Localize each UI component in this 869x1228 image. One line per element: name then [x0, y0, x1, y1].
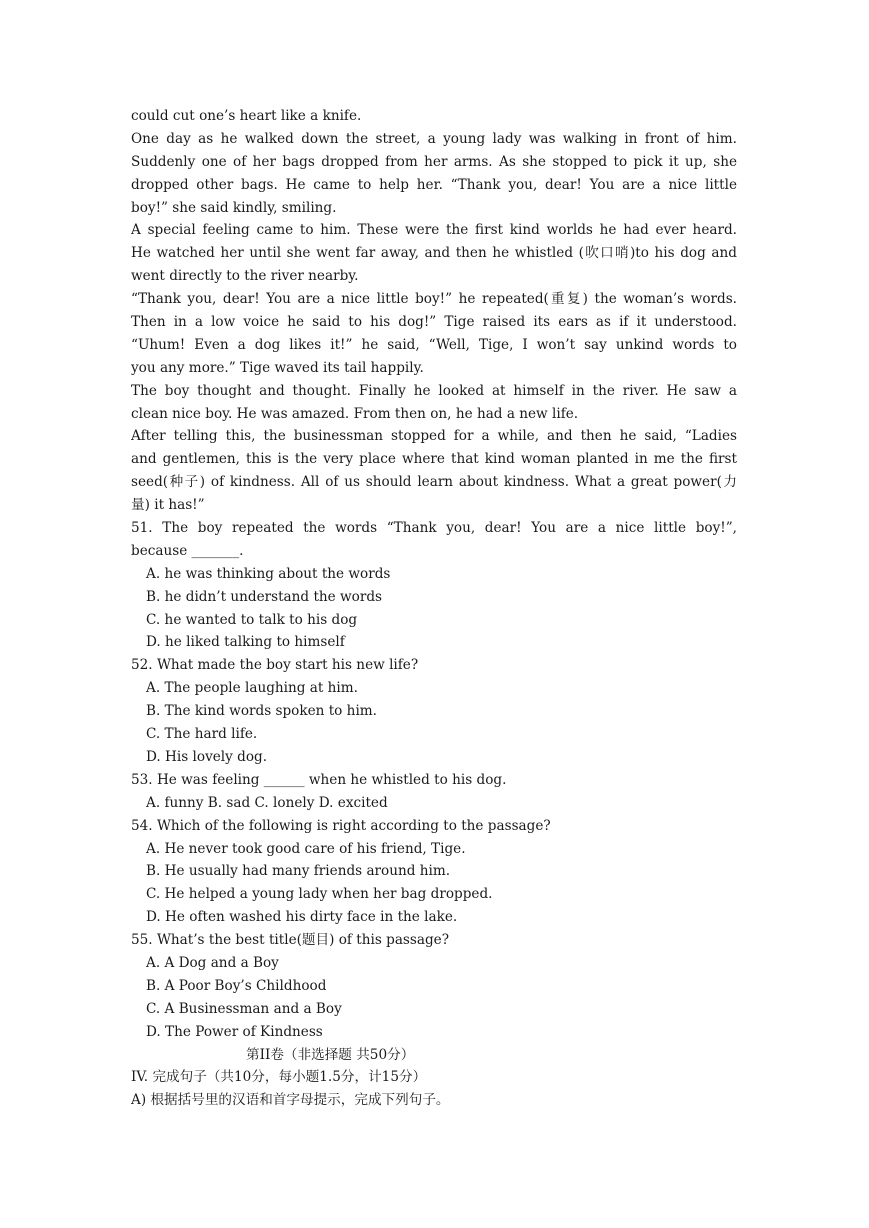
passage-line: seed(种子) of kindness. All of us should learn about kindness. What a great power(力 [131, 474, 737, 491]
answer-option: C. He helped a young lady when her bag dropped. [146, 886, 493, 903]
question-stem: 53. He was feeling ______ when he whistled to his dog. [131, 771, 507, 788]
question-stem: because _______. [131, 542, 244, 559]
answer-option: C. he wanted to talk to his dog [146, 611, 358, 628]
question [131, 929, 737, 1043]
question-stem: 55. What’s the best title(题目) of this passage? [131, 932, 450, 949]
passage-line: dropped other bags. He came to help her. “Thank you, dear! You are a nice little [131, 176, 737, 193]
passage-line: “Thank you, dear! You are a nice little boy!” he repeated(重复) the woman’s words. [131, 291, 737, 308]
passage-line: could cut one’s heart like a knife. [131, 108, 362, 124]
passage-line: went directly to the river nearby. [131, 268, 359, 285]
passage-line: “Uhum! Even a dog likes it!” he said, “Well, Tige, I won’t say unkind words to [131, 336, 737, 353]
answer-option: C. The hard life. [146, 726, 258, 743]
passage-line: you any more.” Tige waved its tail happily. [131, 359, 424, 376]
answer-option: B. A Poor Boy’s Childhood [146, 977, 327, 994]
answer-option: A. The people laughing at him. [146, 680, 358, 697]
passage-line: clean nice boy. He was amazed. From then on, he had a new life. [131, 405, 579, 422]
part-a-instruction: A) 根据括号里的汉语和首字母提示，完成下列句子。 [131, 1092, 450, 1109]
question [131, 654, 737, 768]
answer-option: B. he didn’t understand the words [146, 588, 383, 605]
answer-option: A. A Dog and a Boy [146, 954, 279, 971]
question-list [131, 517, 737, 1043]
passage-line: The boy thought and thought. Finally he looked at himself in the river. He saw a [131, 382, 737, 399]
answer-option: A. he was thinking about the words [146, 565, 391, 582]
answer-option: D. he liked talking to himself [146, 634, 345, 651]
question [131, 517, 737, 654]
question-stem: 54. Which of the following is right according to the passage? [131, 817, 551, 834]
passage-line: One day as he walked down the street, a young lady was walking in front of him. [131, 130, 737, 147]
answer-option: A. He never took good care of his friend, Tige. [146, 840, 466, 857]
answer-option: D. His lovely dog. [146, 748, 268, 765]
passage-line: Suddenly one of her bags dropped from her arms. As she stopped to pick it up, she [131, 153, 737, 170]
reading-passage [131, 105, 737, 517]
passage-line: After telling this, the businessman stopped for a while, and then he said, “Ladies [131, 428, 737, 445]
passage-line: 量) it has!” [131, 497, 205, 514]
question [131, 769, 737, 815]
passage-line: A special feeling came to him. These were the first kind worlds he had ever heard. [131, 222, 737, 239]
answer-option: C. A Businessman and a Boy [146, 1000, 342, 1017]
part-four-heading: IV. 完成句子（共10分，每小题1.5分，计15分） [131, 1069, 427, 1086]
passage-line: and gentlemen, this is the very place where that kind woman planted in me the first [131, 451, 737, 468]
page-content [131, 105, 737, 1112]
answer-option: D. He often washed his dirty face in the lake. [146, 909, 458, 926]
answer-option: D. The Power of Kindness [146, 1023, 323, 1040]
passage-line: boy!” she said kindly, smiling. [131, 199, 337, 216]
passage-line: He watched her until she went far away, and then he whistled (吹口哨)to his dog and [131, 245, 737, 262]
answer-option: B. He usually had many friends around him. [146, 863, 451, 880]
question-stem: 51. The boy repeated the words “Thank you, dear! You are a nice little boy!”, [131, 520, 737, 537]
passage-line: Then in a low voice he said to his dog!” Tige raised its ears as if it understood. [131, 314, 737, 331]
answer-option: B. The kind words spoken to him. [146, 703, 378, 720]
section-heading: 第II卷（非选择题 共50分） [246, 1046, 415, 1063]
question-stem: 52. What made the boy start his new life? [131, 657, 419, 674]
question [131, 815, 737, 929]
answer-option: A. funny B. sad C. lonely D. excited [146, 794, 388, 811]
